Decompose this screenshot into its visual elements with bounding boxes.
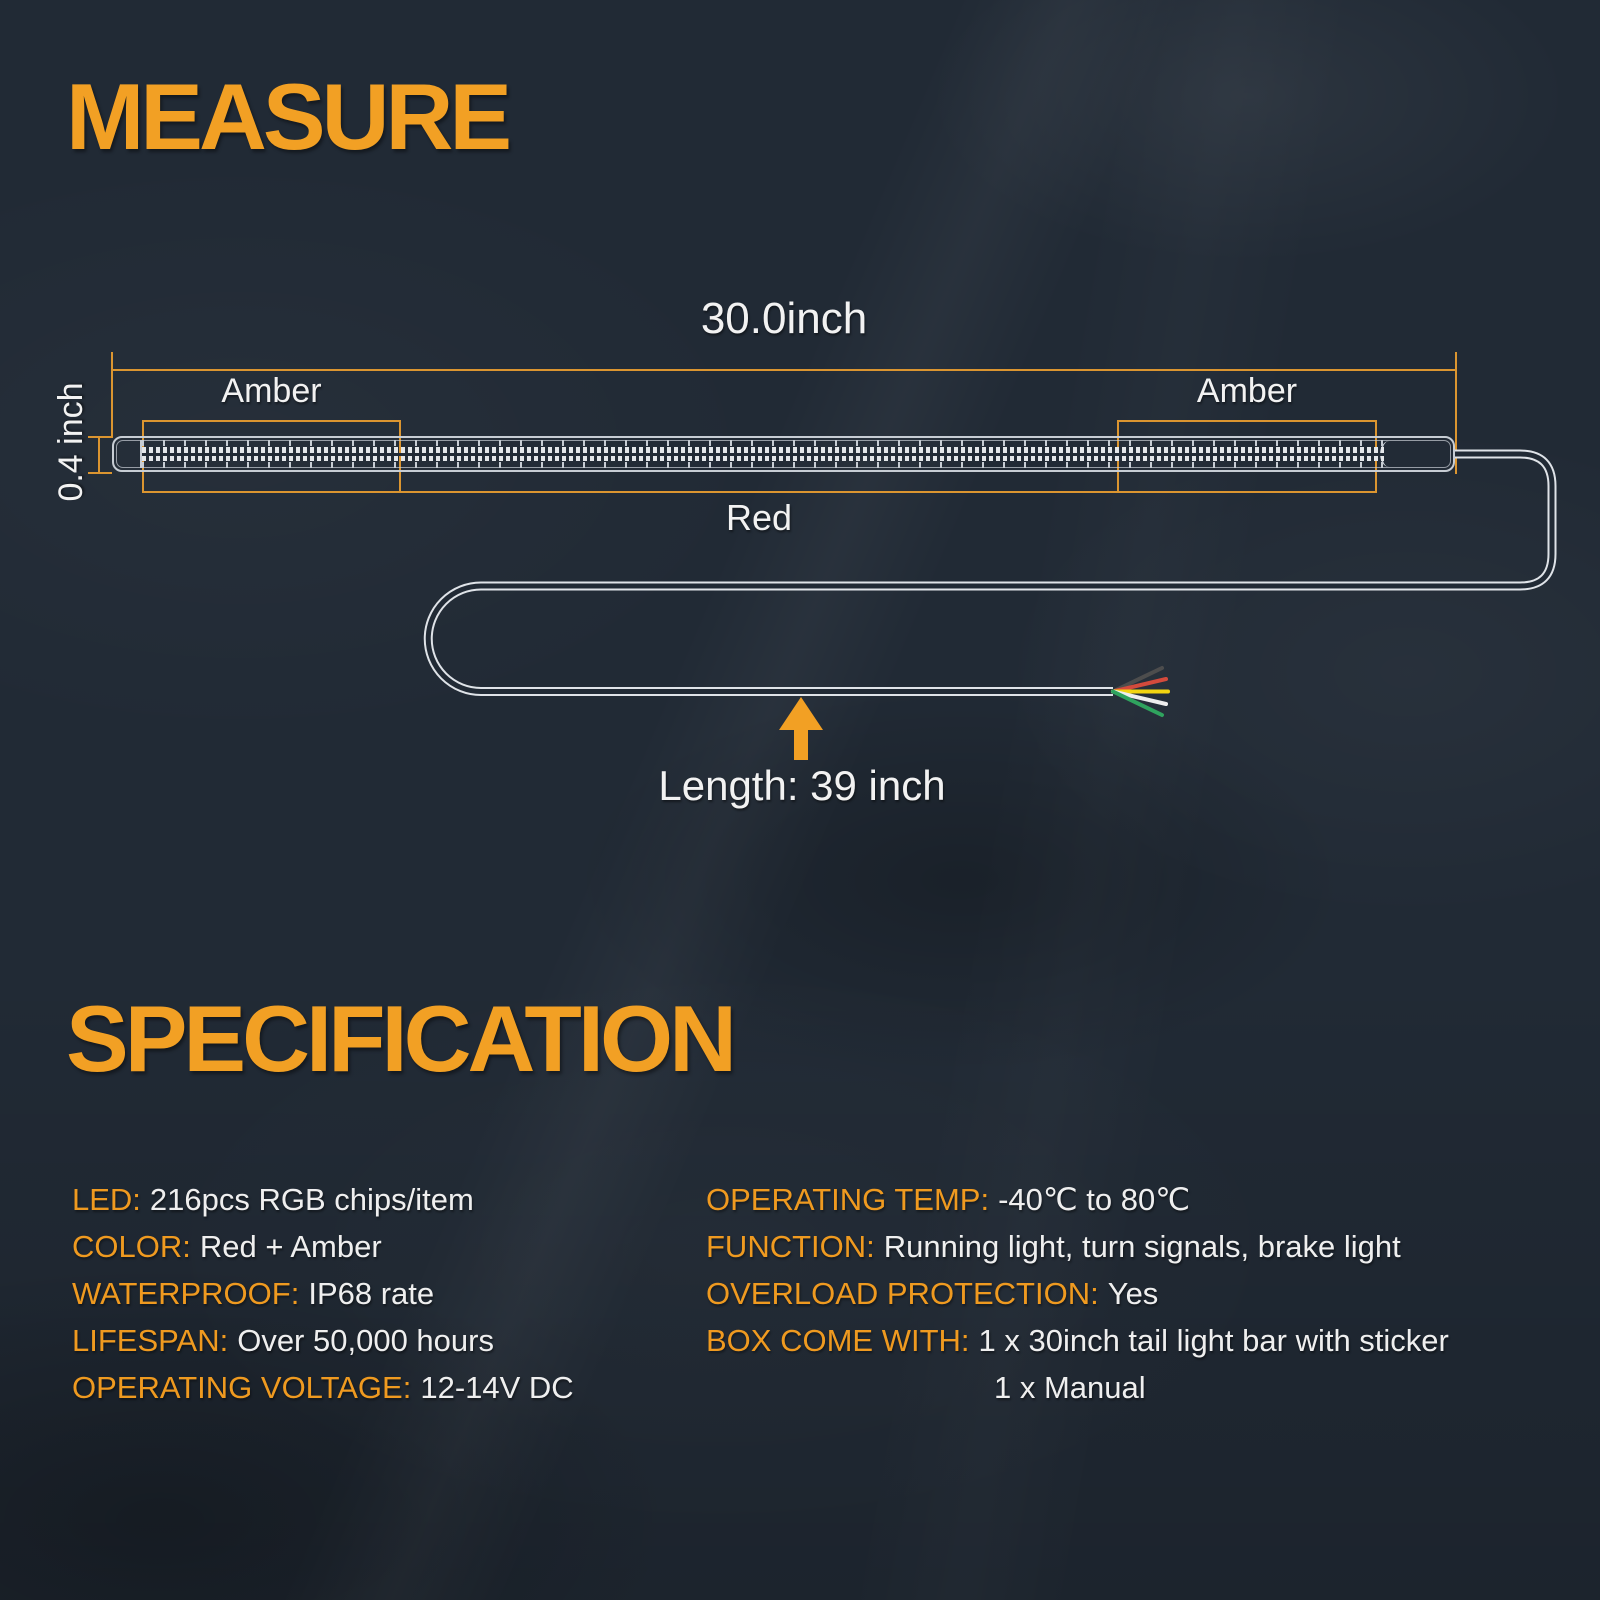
spec-label: LED: bbox=[72, 1182, 141, 1217]
spec-label: BOX COME WITH: bbox=[706, 1323, 970, 1358]
spec-label: FUNCTION: bbox=[706, 1229, 875, 1264]
spec-value: Over 50,000 hours bbox=[237, 1323, 494, 1358]
measure-section-title: MEASURE bbox=[66, 64, 509, 169]
spec-label: OPERATING VOLTAGE: bbox=[72, 1370, 412, 1405]
spec-row-box-come-with bbox=[706, 1317, 1586, 1364]
spec-value: -40℃ to 80℃ bbox=[998, 1182, 1191, 1217]
red-section-label: Red bbox=[725, 497, 793, 538]
spec-value: 12-14V DC bbox=[420, 1370, 574, 1405]
spec-row-operating-temp bbox=[706, 1176, 1586, 1223]
spec-row-lifespan bbox=[72, 1317, 792, 1364]
amber-section-label-right: Amber bbox=[1196, 372, 1298, 410]
spec-row-color bbox=[72, 1223, 792, 1270]
spec-row-overload-protection bbox=[706, 1270, 1586, 1317]
spec-row-operating-voltage bbox=[72, 1364, 792, 1411]
spec-list-right bbox=[706, 1176, 1586, 1411]
spec-label: LIFESPAN: bbox=[72, 1323, 229, 1358]
specification-section-title: SPECIFICATION bbox=[66, 986, 733, 1091]
spec-value: 216pcs RGB chips/item bbox=[149, 1182, 474, 1217]
spec-row-box-manual bbox=[706, 1364, 1586, 1411]
spec-row-function bbox=[706, 1223, 1586, 1270]
spec-value: IP68 rate bbox=[308, 1276, 435, 1311]
spec-row-led bbox=[72, 1176, 792, 1223]
height-dimension-label: 0.4 inch bbox=[52, 382, 90, 502]
spec-row-waterproof bbox=[72, 1270, 792, 1317]
spec-value: 1 x 30inch tail light bar with sticker bbox=[978, 1323, 1449, 1358]
spec-label: OPERATING TEMP: bbox=[706, 1182, 990, 1217]
wire-cable-core bbox=[428, 454, 1552, 692]
spec-label: COLOR: bbox=[72, 1229, 191, 1264]
width-dimension-label: 30.0inch bbox=[700, 294, 868, 343]
spec-label: WATERPROOF: bbox=[72, 1276, 300, 1311]
amber-section-label-left: Amber bbox=[221, 372, 322, 410]
spec-value: 1 x Manual bbox=[994, 1370, 1146, 1405]
spec-label: OVERLOAD PROTECTION: bbox=[706, 1276, 1099, 1311]
spec-value: Running light, turn signals, brake light bbox=[883, 1229, 1401, 1264]
spec-list-left bbox=[72, 1176, 792, 1411]
length-arrow-icon bbox=[779, 697, 823, 760]
spec-value: Yes bbox=[1107, 1276, 1159, 1311]
wire-length-label: Length: 39 inch bbox=[658, 762, 946, 809]
wire-cable-outline bbox=[428, 454, 1552, 692]
spec-value: Red + Amber bbox=[199, 1229, 382, 1264]
